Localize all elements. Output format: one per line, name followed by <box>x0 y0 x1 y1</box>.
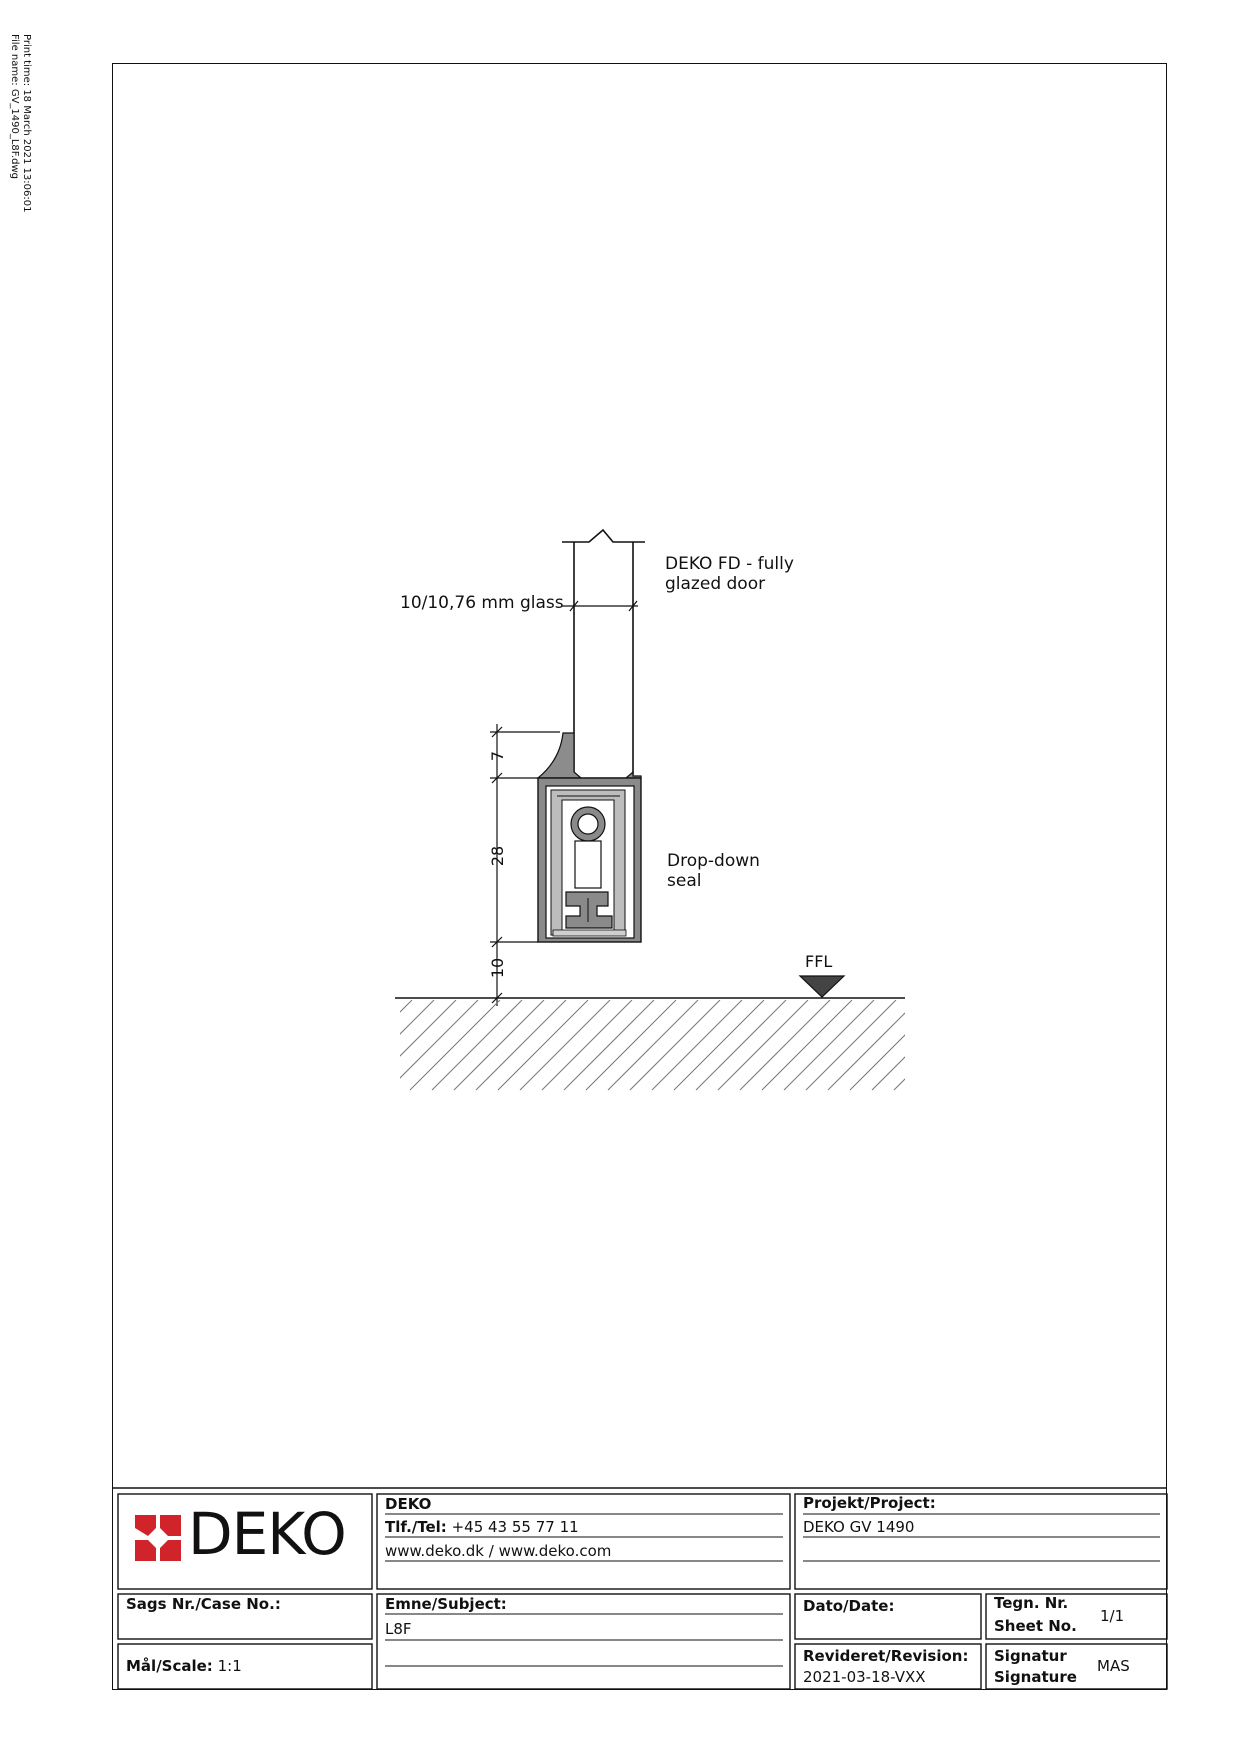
company-name: DEKO <box>385 1495 432 1513</box>
hatch-line <box>410 1000 500 1090</box>
scale-field <box>126 1657 242 1675</box>
seal-label-line1: Drop-down <box>667 851 760 871</box>
hatch-line <box>608 1000 698 1090</box>
dimension-value-10: 10 <box>488 957 507 979</box>
print-time: Print time: 18 March 2021 13:06:01 <box>21 34 32 213</box>
ffl-label: FFL <box>805 952 833 971</box>
hatch-line <box>982 1000 1072 1090</box>
hatch-line <box>520 1000 610 1090</box>
signature-label-1: Signatur <box>994 1647 1067 1665</box>
case-number-label: Sags Nr./Case No.: <box>126 1595 281 1613</box>
hatch-line <box>564 1000 654 1090</box>
deko-logo-wordmark: DEKO <box>188 1500 346 1568</box>
scale-label: Mål/Scale: <box>126 1657 213 1675</box>
hatch-line <box>938 1000 1028 1090</box>
door-label-line2: glazed door <box>665 574 766 594</box>
sheet-number-value: 1/1 <box>1100 1607 1125 1625</box>
hatch-line <box>586 1000 676 1090</box>
project-label: Projekt/Project: <box>803 1494 936 1512</box>
file-name: File name: GV_1490_L8F.dwg <box>9 34 20 179</box>
hatch-line <box>366 1000 456 1090</box>
upper-wedge-profile <box>538 733 641 778</box>
signature-value: MAS <box>1097 1657 1130 1675</box>
hatch-line <box>784 1000 874 1090</box>
date-label: Dato/Date: <box>803 1597 895 1615</box>
hatch-line <box>740 1000 830 1090</box>
sheet-number-label-2: Sheet No. <box>994 1617 1077 1635</box>
phone-value: +45 43 55 77 11 <box>451 1518 579 1536</box>
subject-label: Emne/Subject: <box>385 1595 507 1613</box>
company-phone <box>385 1518 579 1536</box>
ground-hatching <box>300 1000 1072 1090</box>
deko-logo-mark <box>135 1515 181 1561</box>
hatch-line <box>630 1000 720 1090</box>
dimension-value-28: 28 <box>488 845 507 867</box>
revision-value: 2021-03-18-VXX <box>803 1668 926 1686</box>
subject-value: L8F <box>385 1620 412 1638</box>
hatch-line <box>762 1000 852 1090</box>
hatch-line <box>718 1000 808 1090</box>
hatch-line <box>454 1000 544 1090</box>
hatch-line <box>894 1000 984 1090</box>
hatch-line <box>828 1000 918 1090</box>
sheet-number-label-1: Tegn. Nr. <box>994 1594 1069 1612</box>
hatch-line <box>300 1000 390 1090</box>
hatch-line <box>806 1000 896 1090</box>
hatch-line <box>344 1000 434 1090</box>
glass-label: 10/10,76 mm glass <box>400 593 564 613</box>
hatch-line <box>388 1000 478 1090</box>
hatch-line <box>542 1000 632 1090</box>
hatch-line <box>498 1000 588 1090</box>
ffl-marker-triangle <box>800 976 844 997</box>
phone-label: Tlf./Tel: <box>385 1518 447 1536</box>
signature-label-2: Signature <box>994 1668 1077 1686</box>
hatch-line <box>432 1000 522 1090</box>
scale-value: 1:1 <box>217 1657 242 1675</box>
door-label-line1: DEKO FD - fully <box>665 554 794 574</box>
hatch-line <box>916 1000 1006 1090</box>
seal-label-line2: seal <box>667 871 702 891</box>
hatch-line <box>652 1000 742 1090</box>
hatch-line <box>872 1000 962 1090</box>
hatch-line <box>696 1000 786 1090</box>
hatch-line <box>476 1000 566 1090</box>
dimension-value-7: 7 <box>488 750 507 762</box>
hatch-line <box>322 1000 412 1090</box>
company-website: www.deko.dk / www.deko.com <box>385 1542 612 1560</box>
hatch-line <box>960 1000 1050 1090</box>
project-value: DEKO GV 1490 <box>803 1518 915 1536</box>
hatch-line <box>850 1000 940 1090</box>
revision-label: Revideret/Revision: <box>803 1647 969 1665</box>
seal-housing <box>538 778 641 942</box>
hatch-line <box>674 1000 764 1090</box>
